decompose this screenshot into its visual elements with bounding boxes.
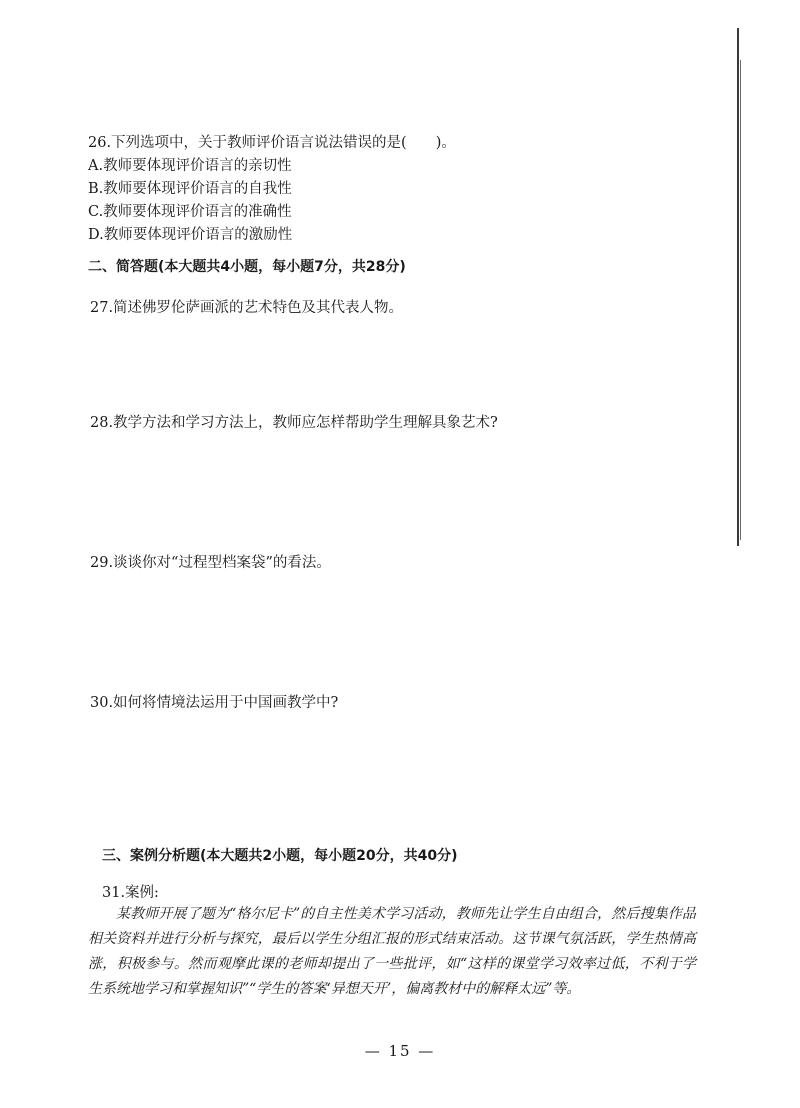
section-3-heading: 三、案例分析题(本大题共2小题，每小题20分，共40分) [102,848,458,864]
option-d: D.教师要体现评价语言的激励性 [88,227,293,243]
question-30: 30.如何将情境法运用于中国画教学中? [90,695,339,711]
question-31-title: 31.案例: [102,885,159,901]
question-27: 27.简述佛罗伦萨画派的艺术特色及其代表人物。 [90,300,404,316]
question-26-stem: 26.下列选项中，关于教师评价语言说法错误的是( )。 [88,135,456,151]
section-2-heading: 二、简答题(本大题共4小题，每小题7分，共28分) [88,259,406,275]
page-number: — 15 — [364,1042,436,1060]
question-26 [88,132,456,247]
option-b: B.教师要体现评价语言的自我性 [88,181,292,197]
option-a: A.教师要体现评价语言的亲切性 [88,158,292,174]
scan-edge-line [737,28,739,546]
case-paragraph: 某教师开展了题为“格尔尼卡”的自主性美术学习活动，教师先让学生自由组合，然后搜集作品相关资料并进行分析与探究，最后以学生分组汇报的形式结束活动。这节课气氛活跃，学生热情高涨，积极参与。然而观摩此课的老师却提出了一些批评，如“这样的课堂学习效率过低，不利于学生系统地学习和掌握知识”“学生的答案‘异想天开’，偏离教材中的解释太远”等。 [88,906,696,997]
question-29: 29.谈谈你对“过程型档案袋”的看法。 [90,555,331,571]
case-text [88,902,696,1002]
scan-edge-line-thin [740,60,741,540]
question-28: 28.教学方法和学习方法上，教师应怎样帮助学生理解具象艺术? [90,415,498,431]
option-c: C.教师要体现评价语言的准确性 [88,204,292,220]
